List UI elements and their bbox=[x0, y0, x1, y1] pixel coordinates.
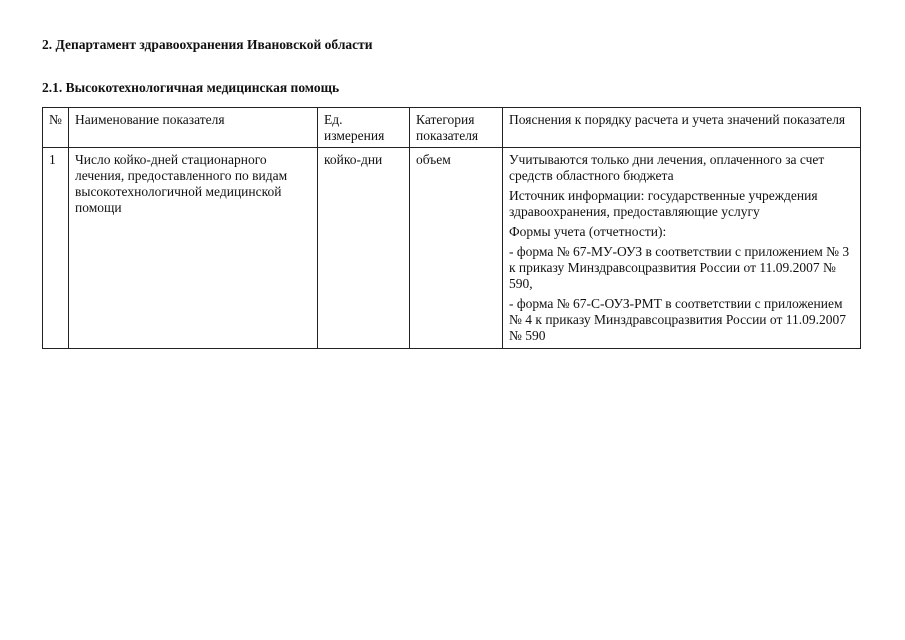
cell-name: Число койко-дней стационарного лечения, предоставленного по видам высокотехнологичной медицинской помощи bbox=[69, 148, 318, 349]
cell-explanation bbox=[503, 148, 861, 349]
indicators-table bbox=[42, 107, 861, 349]
explanation-paragraph: Учитываются только дни лечения, оплаченного за счет средств областного бюджета bbox=[509, 152, 825, 183]
explanation-paragraph: Источник информации: государственные учреждения здравоохранения, предоставляющие услугу bbox=[509, 188, 818, 219]
table-row bbox=[43, 148, 861, 349]
subsection-heading: 2.1. Высокотехнологичная медицинская помощь bbox=[42, 80, 340, 95]
cell-unit: койко-дни bbox=[318, 148, 410, 349]
cell-category: объем bbox=[410, 148, 503, 349]
header-category: Категория показателя bbox=[410, 108, 503, 148]
header-name: Наименование показателя bbox=[69, 108, 318, 148]
header-unit: Ед. измерения bbox=[318, 108, 410, 148]
explanation-paragraph: Формы учета (отчетности): bbox=[509, 224, 667, 239]
explanation-paragraph: - форма № 67-МУ-ОУЗ в соответствии с приложением № 3 к приказу Минздравсоцразвития России от 11.09.2007 № 590, bbox=[509, 244, 850, 291]
section-heading: 2. Департамент здравоохранения Ивановской области bbox=[42, 37, 373, 52]
table-header-row bbox=[43, 108, 861, 148]
cell-number: 1 bbox=[43, 148, 69, 349]
explanation-paragraph: - форма № 67-С-ОУЗ-РМТ в соответствии с приложением № 4 к приказу Минздравсоцразвития России от 11.09.2007 № 590 bbox=[509, 296, 846, 343]
header-explanation: Пояснения к порядку расчета и учета значений показателя bbox=[503, 108, 861, 148]
header-number: № bbox=[43, 108, 69, 148]
